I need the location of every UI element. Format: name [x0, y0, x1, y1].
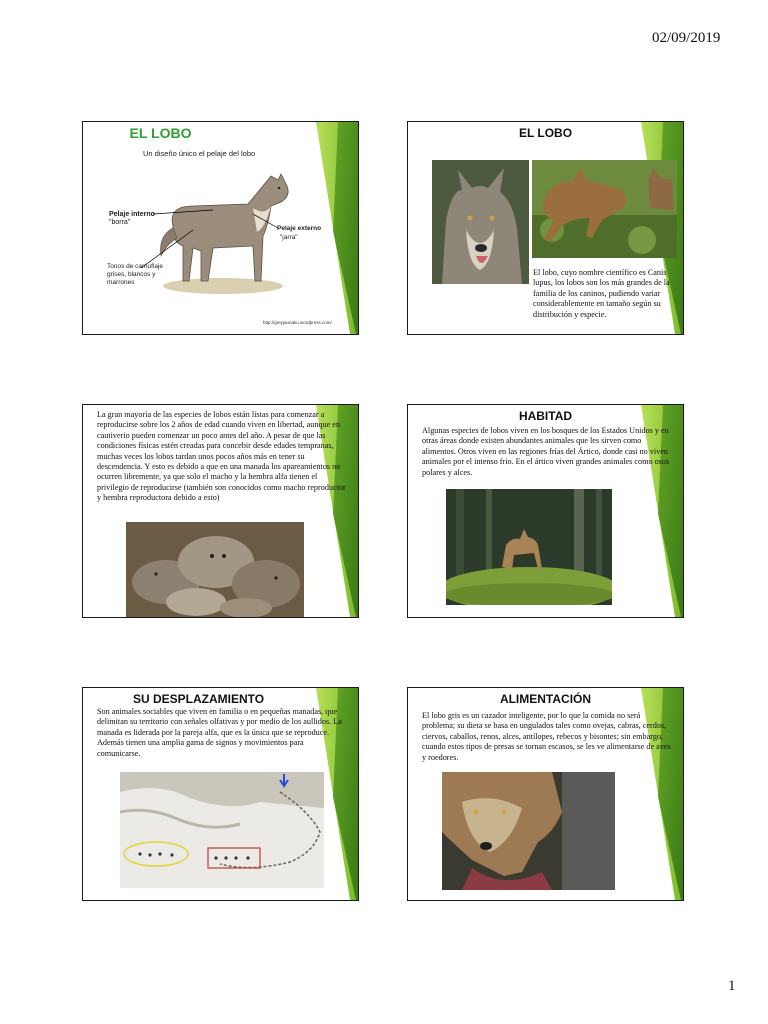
- slide-title: EL LOBO: [518, 126, 573, 140]
- pointer-lines: [83, 122, 359, 335]
- slide-title: ALIMENTACIÓN: [499, 692, 592, 706]
- slide-title: SU DESPLAZAMIENTO: [132, 692, 265, 706]
- slide-reproduction: [82, 404, 359, 618]
- slide-habitad: [407, 404, 684, 618]
- slide-text: La gran mayoría de las especies de lobos están listas para comenzar a reproducirse sobre los 2 años de edad cuando viven en libertad, aunque en cautiverio pueden comenzar un poco antes del año. A pesar de que las condiciones físicas estén creadas para concebir desde edades tempranas, muchas veces los lobos tardan unos pocos años más en tener su descendencia. Y esto es debido a que en una manada los apareamientos no ocurren libremente, ya que solo el macho y la hembra alfa tienen el privilegio de reproducirse (también son conocidos como macho reproductor y hembra reproductora debido a esto): [97, 410, 346, 503]
- image-credit: http://greyjaunaku.wordpress.com/: [263, 320, 332, 325]
- slide-text: Son animales sociables que viven en familia o en pequeñas manadas, que delimitan su territorio con señales olfativas y por medio de los aullidos. La manada es liderada por la pareja alfa, que es la única que se reproduce. Además tienen una amplia gama de signos y movimientos para comunicarse.: [97, 707, 342, 758]
- slide-title: EL LOBO: [129, 125, 192, 141]
- label-inner-fur: Pelaje interno: [109, 211, 155, 218]
- wolves-snow-trail-photo: [120, 772, 324, 888]
- slide-el-lobo-anatomy: [82, 121, 359, 335]
- slide-desplazamiento: [82, 687, 359, 901]
- label-outer-fur-sub: "jarra": [280, 234, 298, 241]
- wolf-portrait-photo: [432, 160, 529, 284]
- label-camouflage-tones: Tonos de camuflaje grises, blancos y marrones: [107, 263, 164, 286]
- wolf-forest-photo: [446, 489, 612, 605]
- wolves-running-photo: [532, 160, 677, 258]
- slide-subtitle: Un diseño único el pelaje del lobo: [143, 149, 256, 158]
- slide-alimentacion: [407, 687, 684, 901]
- slide-text: El lobo, cuyo nombre científico es Canis lupus, los lobos son los más grandes de la familia de los caninos, pudiendo variar considerablemente en tamaño según su distribución y especie.: [533, 268, 670, 319]
- label-outer-fur: Pelaje externo: [277, 225, 322, 232]
- header-date: 02/09/2019: [652, 30, 721, 46]
- wolf-pack-pups-photo: [126, 522, 304, 618]
- slide-text: El lobo gris es un cazador inteligente, por lo que la comida no será problema; su dieta se basa en ungulados tales como ovejas, cabras, cerdos, ciervos, caballos, renos, alces, antílopes, rebecos y bisontes; sin embargo, cuando estos tipos de presas se tornan escasos, se les ve alimentarse de aves y roedores.: [422, 711, 671, 762]
- slide-text: Algunas especies de lobos viven en los bosques de los Estados Unidos y en otras áreas donde existen abundantes animales que les sirven como alimentos. Otros viven en las regiones frías del Ártico, donde casi no viven animales por el intenso frío. En el ártico viven grandes animales como osos polares y alces.: [422, 426, 670, 477]
- label-inner-fur-sub: "borra": [109, 219, 131, 226]
- slide-el-lobo-description: [407, 121, 684, 335]
- slide-title: HABITAD: [518, 409, 573, 423]
- wolf-eating-photo: [442, 772, 615, 890]
- page-number: 1: [728, 978, 736, 994]
